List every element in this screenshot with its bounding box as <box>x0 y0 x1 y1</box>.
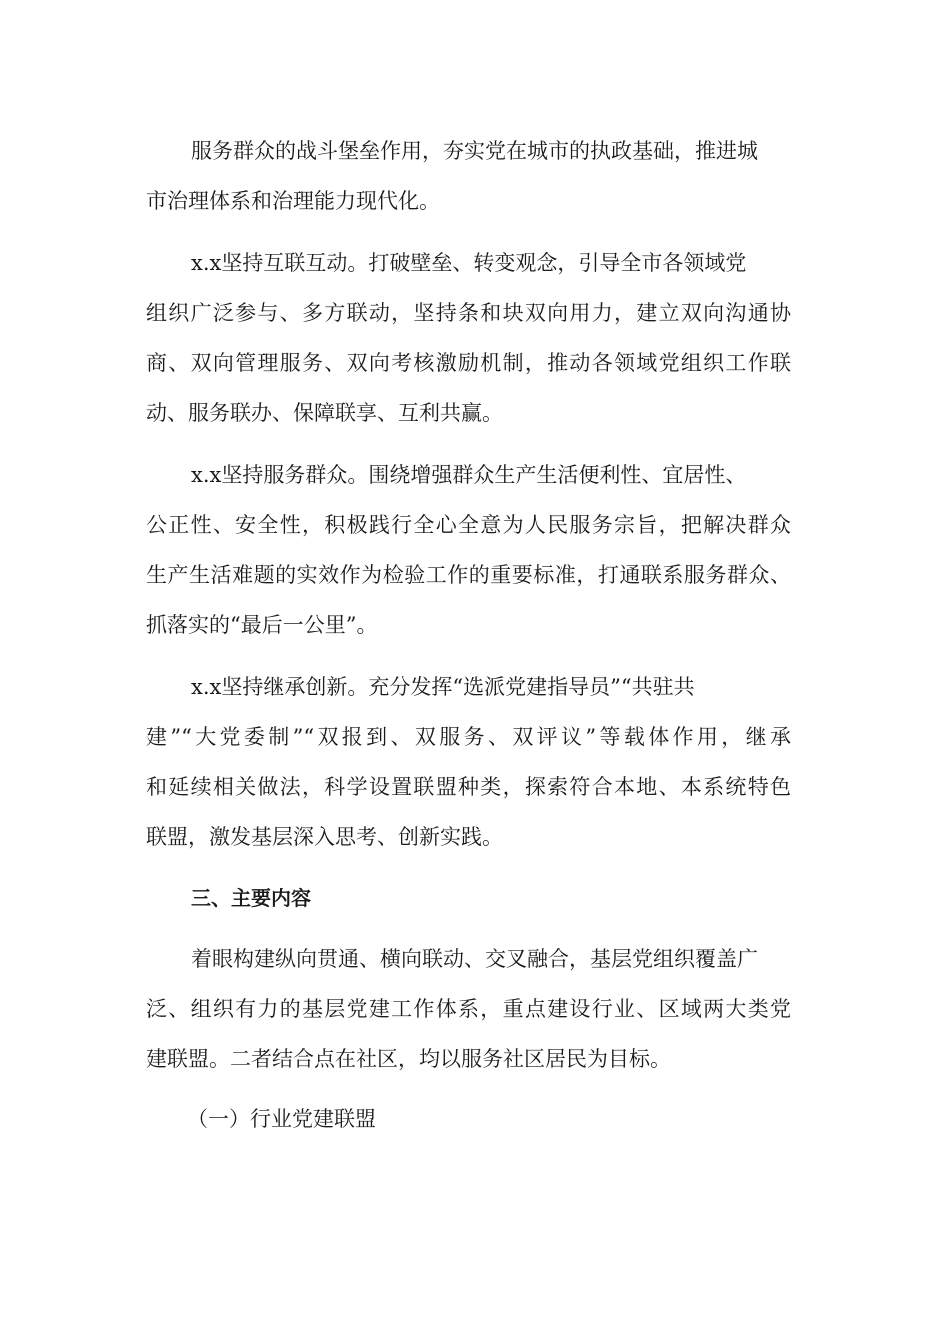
text-line: 和延续相关做法，科学设置联盟种类，探索符合本地、本系统特色 <box>146 775 791 799</box>
text-line: 抓落实的“最后一公里”。 <box>146 613 378 637</box>
text-line: 着眼构建纵向贯通、横向联动、交叉融合，基层党组织覆盖广 <box>191 947 758 971</box>
text-line: 建联盟。二者结合点在社区，均以服务社区居民为目标。 <box>146 1047 671 1071</box>
text-line: 动、服务联办、保障联享、互利共赢。 <box>146 401 503 425</box>
text-line: 组织广泛参与、多方联动，坚持条和块双向用力，建立双向沟通协 <box>146 301 791 325</box>
text-line: 市治理体系和治理能力现代化。 <box>146 189 440 213</box>
text-line: 泛、组织有力的基层党建工作体系，重点建设行业、区域两大类党 <box>146 997 791 1021</box>
text-line: 商、双向管理服务、双向考核激励机制，推动各领域党组织工作联 <box>146 351 791 375</box>
text-line: x.x坚持服务群众。围绕增强群众生产生活便利性、宜居性、 <box>191 463 747 487</box>
text-line: 公正性、安全性，积极践行全心全意为人民服务宗旨，把解决群众 <box>146 513 791 537</box>
section-heading: 三、主要内容 <box>191 886 311 910</box>
text-line: x.x坚持互联互动。打破壁垒、转变观念，引导全市各领域党 <box>191 251 747 275</box>
text-line: 服务群众的战斗堡垒作用，夯实党在城市的执政基础，推进城 <box>191 139 758 163</box>
text-line: 联盟，激发基层深入思考、创新实践。 <box>146 825 503 849</box>
subsection-heading: （一）行业党建联盟 <box>187 1107 376 1131</box>
text-line: 建”“大党委制”“双报到、双服务、双评议”等载体作用，继承 <box>146 725 791 749</box>
text-line: 生产生活难题的实效作为检验工作的重要标准，打通联系服务群众、 <box>146 563 791 587</box>
text-line: x.x坚持继承创新。充分发挥“选派党建指导员”“共驻共 <box>191 675 695 699</box>
